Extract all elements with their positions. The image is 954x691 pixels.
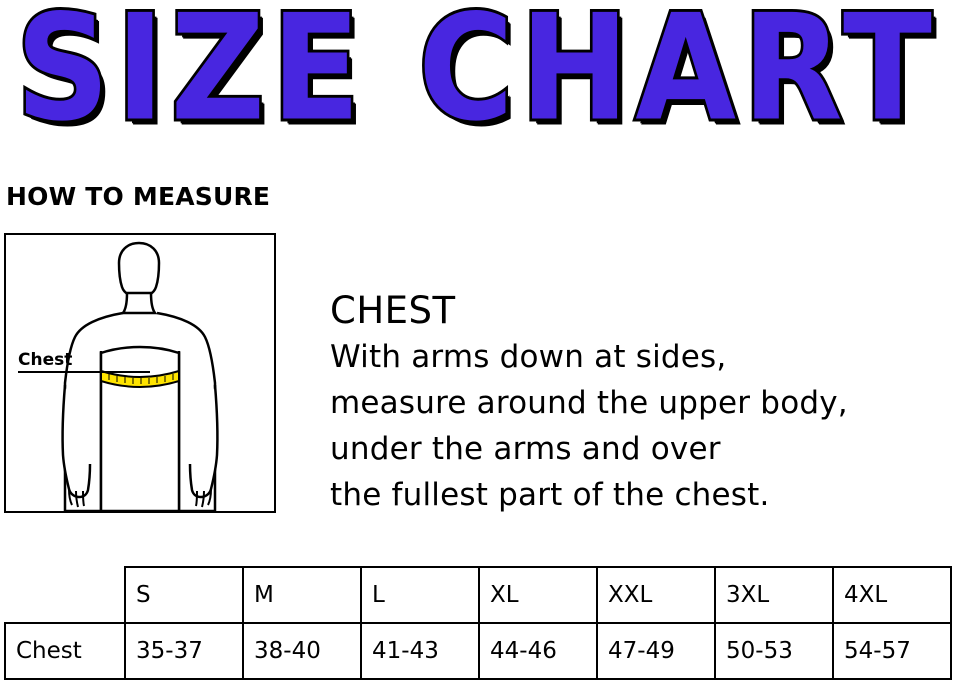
description-heading: CHEST xyxy=(330,289,456,332)
chest-value-s: 35-37 xyxy=(125,623,243,679)
table-corner-cell xyxy=(5,567,125,623)
table-header-l: L xyxy=(361,567,479,623)
chest-value-xxl: 47-49 xyxy=(597,623,715,679)
description-line-4: the fullest part of the chest. xyxy=(330,477,770,513)
description-line-1: With arms down at sides, xyxy=(330,339,727,375)
chest-value-m: 38-40 xyxy=(243,623,361,679)
table-header-xxl: XXL xyxy=(597,567,715,623)
page-title xyxy=(0,0,954,154)
chest-value-4xl: 54-57 xyxy=(833,623,951,679)
measurement-figure xyxy=(4,233,276,513)
torso-illustration xyxy=(6,235,274,511)
chest-callout-label: Chest xyxy=(18,350,73,370)
table-row-header-chest: Chest xyxy=(5,623,125,679)
chest-value-xl: 44-46 xyxy=(479,623,597,679)
description-text xyxy=(330,334,950,518)
chest-callout-leader-line xyxy=(80,371,150,373)
table-header-xl: XL xyxy=(479,567,597,623)
size-table xyxy=(4,566,952,680)
description-block xyxy=(330,288,950,518)
chest-value-l: 41-43 xyxy=(361,623,479,679)
table-header-s: S xyxy=(125,567,243,623)
table-header-row xyxy=(5,567,951,623)
description-line-2: measure around the upper body, xyxy=(330,385,848,421)
table-header-m: M xyxy=(243,567,361,623)
chest-callout-underline xyxy=(18,371,80,373)
page-title-text: SIZE CHART xyxy=(15,0,939,154)
table-header-4xl: 4XL xyxy=(833,567,951,623)
table-row xyxy=(5,623,951,679)
how-to-measure-heading: HOW TO MEASURE xyxy=(6,182,271,211)
chest-value-3xl: 50-53 xyxy=(715,623,833,679)
table-header-3xl: 3XL xyxy=(715,567,833,623)
description-line-3: under the arms and over xyxy=(330,431,721,467)
size-table-container xyxy=(4,566,950,691)
